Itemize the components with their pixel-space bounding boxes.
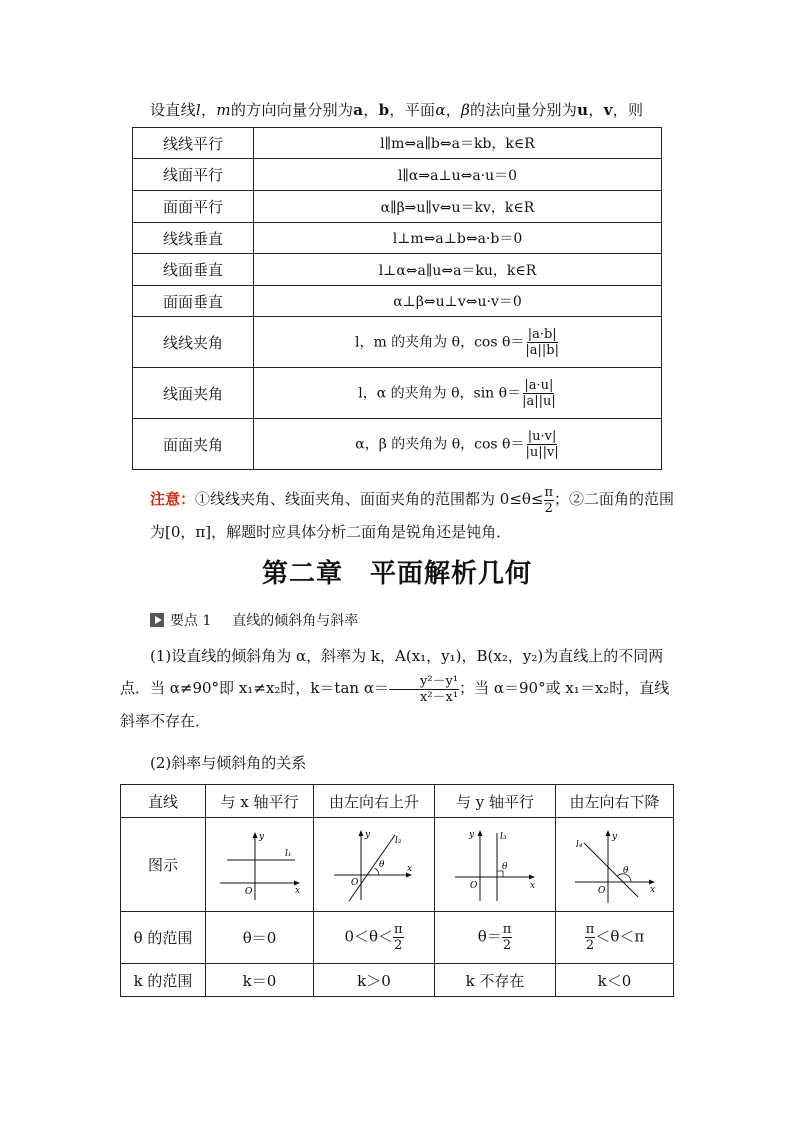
vector-relations-table	[132, 127, 662, 470]
row-formula: l，α 的夹角为 θ，sin θ＝ $\frac{|a\cdot u|}{|a||u|}$	[254, 368, 662, 419]
row-formula: l⊥m⇔a⊥b⇔a·b＝0	[254, 223, 662, 254]
k-cell: k＞0	[314, 964, 435, 997]
rising-line-graph	[329, 825, 419, 905]
graph-horizontal	[206, 818, 314, 912]
row-formula: α∥β⇒u∥v⇔u＝kv，k∈R	[254, 191, 662, 223]
row-formula: l∥m⇔a∥b⇔a＝kb，k∈R	[254, 128, 662, 159]
slope-definition-paragraph: (1)设直线的倾斜角为 α，斜率为 k，A(x₁，y₁)，B(x₂，y₂)为直线上的不同两点．当 α≠90°即 x₁≠x₂时，k＝tan α＝ $\frac{\text{y²－y¹}}{\text{x²－x¹}}$ ；当 α＝90°或 x₁＝x₂时，直线斜率不存在．	[120, 647, 670, 730]
table-row	[133, 317, 662, 368]
slope-angle-table	[120, 784, 674, 997]
theta-cell: θ＝0	[206, 912, 314, 964]
table-row	[133, 286, 662, 317]
row-formula: α，β 的夹角为 θ，cos θ＝ $\frac{|u\cdot v|}{|u||v|}$	[254, 419, 662, 470]
row-label: 线线夹角	[133, 317, 254, 368]
pi-over-2: $\frac{\pi}{2}$	[544, 484, 554, 516]
falling-line-graph	[570, 825, 660, 905]
svg-text:θ: θ	[379, 859, 385, 870]
row-formula: l，m 的夹角为 θ，cos θ＝ $\frac{|a\cdot b|}{|a||b|}$	[254, 317, 662, 368]
note-paragraph: 注意：①线线夹角、线面夹角、面面夹角的范围都为 0≤θ≤ $\frac{\pi}{2}$ ；②二面角的范围为[0，π]，解题时应具体分析二面角是锐角还是钝角．	[150, 484, 675, 541]
svg-text:O: O	[597, 885, 605, 896]
row-label: θ 的范围	[121, 912, 206, 964]
table-row	[133, 159, 662, 191]
svg-text:y: y	[611, 831, 617, 842]
svg-text:x: x	[530, 880, 536, 891]
header-cell: 直线	[121, 785, 206, 818]
fraction: $\frac{|u\cdot v|}{|u||v|}$	[525, 428, 559, 460]
svg-text:θ: θ	[622, 865, 628, 876]
row-label: 面面平行	[133, 191, 254, 223]
k-cell: k＜0	[556, 964, 674, 997]
intro-line: 设直线l，m的方向向量分别为a，b，平面α，β的法向量分别为u，v，则	[150, 101, 644, 119]
table-row	[133, 368, 662, 419]
header-cell: 由左向右下降	[556, 785, 674, 818]
row-label: 线面平行	[133, 159, 254, 191]
svg-text:l₄: l₄	[575, 839, 582, 850]
relation-heading: (2)斜率与倾斜角的关系	[150, 754, 307, 772]
row-label: 线线垂直	[133, 223, 254, 254]
graph-rising	[314, 818, 435, 912]
fraction: $\frac{|a\cdot u|}{|a||u|}$	[522, 377, 556, 409]
svg-text:O: O	[470, 880, 478, 891]
table-row	[133, 128, 662, 159]
horizontal-line-graph	[215, 825, 305, 905]
row-formula: α⊥β⇔u⊥v⇔u·v＝0	[254, 286, 662, 317]
row-label: 面面垂直	[133, 286, 254, 317]
svg-text:x: x	[407, 863, 413, 874]
table-row-theta	[121, 912, 674, 964]
svg-text:l₁: l₁	[284, 848, 291, 859]
keypoint-heading: 要点 1 直线的倾斜角与斜率	[150, 610, 358, 630]
row-label: 图示	[121, 818, 206, 912]
k-cell: k＝0	[206, 964, 314, 997]
svg-text:x: x	[294, 885, 300, 896]
row-formula: l⊥α⇔a∥u⇔a＝ku，k∈R	[254, 254, 662, 286]
table-row	[133, 419, 662, 470]
vertical-line-graph	[450, 825, 540, 905]
theta-cell: 0＜θ＜ $\frac{\pi}{2}$	[314, 912, 435, 964]
k-cell: k 不存在	[435, 964, 556, 997]
row-label: 线线平行	[133, 128, 254, 159]
play-triangle-icon	[150, 613, 164, 627]
table-row-graphs	[121, 818, 674, 912]
table-row	[133, 254, 662, 286]
row-label: 线面夹角	[133, 368, 254, 419]
svg-text:x: x	[649, 884, 655, 895]
row-label: 面面夹角	[133, 419, 254, 470]
chapter-title: 第二章 平面解析几何	[261, 559, 532, 589]
svg-text:l₂: l₂	[395, 835, 402, 846]
row-formula: l∥α⇒a⊥u⇔a·u＝0	[254, 159, 662, 191]
header-cell: 由左向右上升	[314, 785, 435, 818]
theta-cell: θ＝ $\frac{\pi}{2}$	[435, 912, 556, 964]
header-cell: 与 x 轴平行	[206, 785, 314, 818]
header-cell: 与 y 轴平行	[435, 785, 556, 818]
note-label: 注意：	[150, 490, 196, 508]
slope-fraction: $\frac{\text{y²－y¹}}{\text{x²－x¹}}$	[389, 674, 459, 705]
svg-text:y: y	[365, 829, 371, 840]
svg-text:y: y	[258, 831, 264, 842]
row-label: k 的范围	[121, 964, 206, 997]
table-header-row	[121, 785, 674, 818]
svg-text:θ: θ	[502, 861, 508, 872]
table-row	[133, 191, 662, 223]
svg-text:O: O	[244, 886, 252, 897]
table-row-k	[121, 964, 674, 997]
theta-cell: $\frac{\pi}{2}$ ＜θ＜π	[556, 912, 674, 964]
row-label: 线面垂直	[133, 254, 254, 286]
svg-text:O: O	[351, 877, 359, 888]
graph-vertical	[435, 818, 556, 912]
svg-text:y: y	[469, 829, 475, 840]
graph-falling	[556, 818, 674, 912]
fraction: $\frac{|a\cdot b|}{|a||b|}$	[525, 326, 559, 358]
svg-text:l₃: l₃	[500, 831, 507, 842]
table-row	[133, 223, 662, 254]
